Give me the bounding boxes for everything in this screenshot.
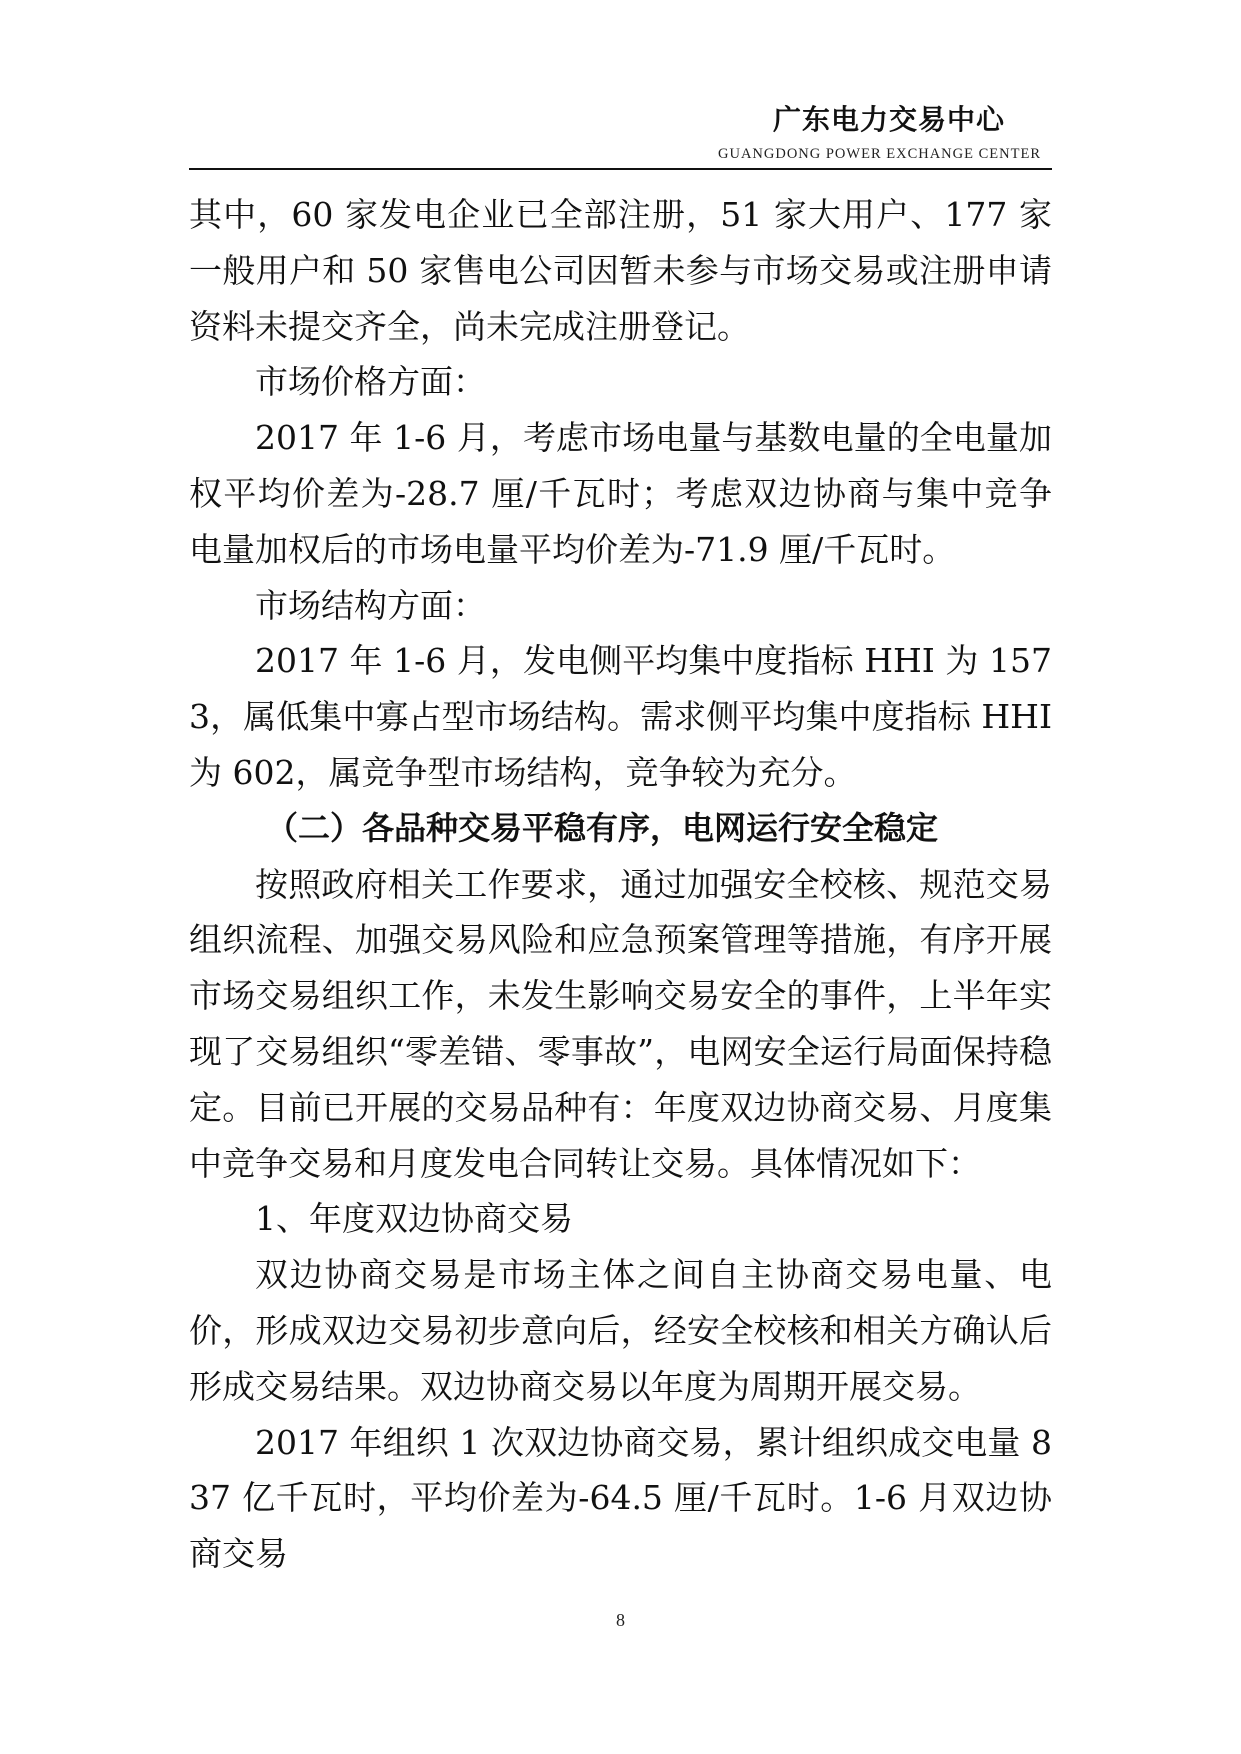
section-heading: （二）各品种交易平稳有序，电网运行安全稳定 [266,808,939,847]
page-number: 8 [616,1610,625,1630]
header-organization-name: 广东电力交易中心 [772,103,1005,136]
paragraph-trading-overview: 按照政府相关工作要求，通过加强安全校核、规范交易组织流程、加强交易风险和应急预案管理等措施，有序开展市场交易组织工作，未发生影响交易安全的事件，上半年实现了交易组织“零差错、零事故”，电网安全运行局面保持稳定。目前已开展的交易品种有：年度双边协商交易、月度集中竞争交易和月度发电合同转让交易。具体情况如下： [189,864,1052,1183]
paragraph-market-structure: 2017 年 1-6 月，发电侧平均集中度指标 HHI 为 1573，属低集中寡占型市场结构。需求侧平均集中度指标 HHI 为 602，属竞争型市场结构，竞争较为充分。 [189,641,1052,792]
header-organization-english-name: GUANGDONG POWER EXCHANGE CENTER [718,146,1041,162]
paragraph-registration-status: 其中，60 家发电企业已全部注册，51 家大用户、177 家一般用户和 50 家售电公司因暂未参与市场交易或注册申请资料未提交齐全，尚未完成注册登记。 [189,195,1052,346]
subheading-annual-bilateral: 1、年度双边协商交易 [255,1199,573,1239]
paragraph-bilateral-definition: 双边协商交易是市场主体之间自主协商交易电量、电价，形成双边交易初步意向后，经安全校核和相关方确认后形成交易结果。双边协商交易以年度为周期开展交易。 [189,1255,1052,1406]
paragraph-market-price: 2017 年 1-6 月，考虑市场电量与基数电量的全电量加权平均价差为-28.7 厘/千瓦时；考虑双边协商与集中竞争电量加权后的市场电量平均价差为-71.9 厘/千瓦时。 [189,418,1052,569]
header-divider [189,168,1052,170]
paragraph-bilateral-results: 2017 年组织 1 次双边协商交易，累计组织成交电量 837 亿千瓦时，平均价差为-64.5 厘/千瓦时。1-6 月双边协商交易 [189,1422,1052,1574]
document-body [189,187,1052,1582]
subheading-market-structure: 市场结构方面： [255,585,486,625]
subheading-market-price: 市场价格方面： [255,362,486,402]
